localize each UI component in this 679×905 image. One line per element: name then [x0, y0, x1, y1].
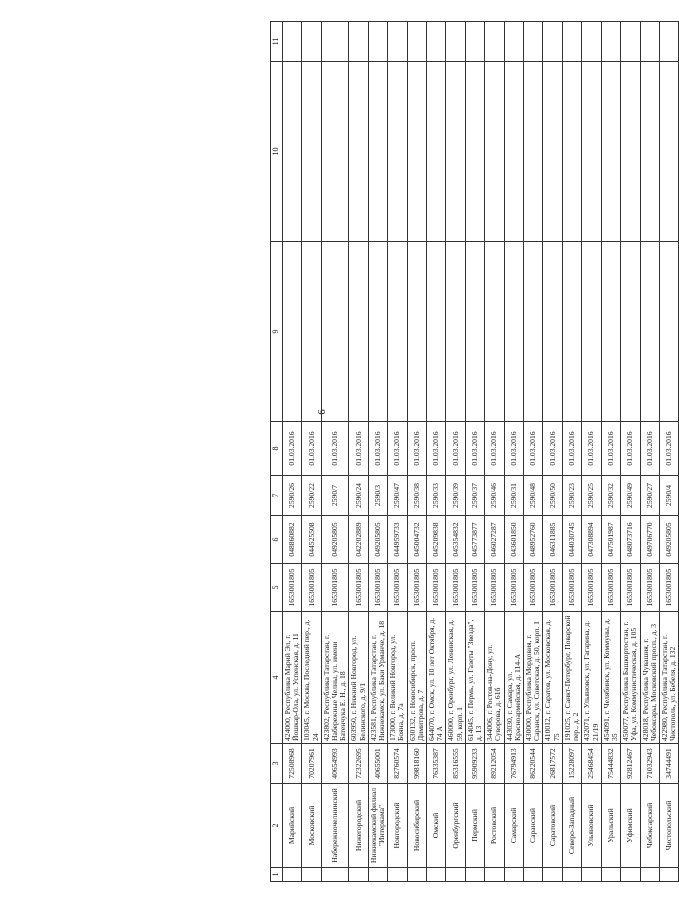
column-11-cell — [504, 22, 523, 62]
branch-name-cell: Саратовский — [543, 784, 562, 868]
table-row — [524, 22, 543, 882]
inn-cell: 1653001805 — [388, 564, 407, 612]
table-row — [283, 22, 302, 882]
registration-number-cell: 2590/25 — [582, 476, 601, 516]
address-cell: 443030, г. Самара, ул. Красноармейская, д. 114-А — [504, 612, 523, 744]
inn-cell: 1653001805 — [640, 564, 659, 612]
row-number-cell — [302, 868, 321, 882]
column-11-cell — [621, 22, 640, 62]
column-9-cell — [543, 242, 562, 422]
date-cell: 01.03.2016 — [543, 422, 562, 476]
branch-name-cell: Пермский — [465, 784, 484, 868]
okpo-code-cell: 70207961 — [302, 744, 321, 784]
table-body — [283, 22, 679, 882]
registration-number-cell: 2590/46 — [485, 476, 504, 516]
column-9-cell — [321, 242, 349, 422]
column-11-cell — [446, 22, 465, 62]
row-number-cell — [283, 868, 302, 882]
inn-cell: 1653001805 — [524, 564, 543, 612]
column-11-cell — [582, 22, 601, 62]
date-cell: 01.03.2016 — [465, 422, 484, 476]
date-cell: 01.03.2016 — [321, 422, 349, 476]
registration-number-cell: 2590/32 — [601, 476, 620, 516]
column-10-cell — [621, 62, 640, 242]
bik-cell: 043601850 — [504, 516, 523, 564]
column-9-cell — [368, 242, 387, 422]
table-row — [465, 22, 484, 882]
branch-name-cell: Московский — [302, 784, 321, 868]
branch-name-cell: Ростовский — [485, 784, 504, 868]
date-cell: 01.03.2016 — [640, 422, 659, 476]
column-number-9: 9 — [271, 242, 283, 422]
address-cell: 410012, г. Саратов, ул. Московская, д. 75 — [543, 612, 562, 744]
inn-cell: 1653001805 — [562, 564, 581, 612]
table-row — [407, 22, 426, 882]
bik-cell: 047308894 — [582, 516, 601, 564]
inn-cell: 1653001805 — [504, 564, 523, 612]
date-cell: 01.03.2016 — [582, 422, 601, 476]
bik-cell: 045209838 — [427, 516, 446, 564]
table-row — [659, 22, 678, 882]
registration-number-cell: 2590/27 — [640, 476, 659, 516]
bik-cell: 046027287 — [485, 516, 504, 564]
table-row — [388, 22, 407, 882]
row-number-cell — [485, 868, 504, 882]
bik-cell: 045773877 — [465, 516, 484, 564]
table-row — [621, 22, 640, 882]
row-number-cell — [543, 868, 562, 882]
branch-name-cell: Новосибирский — [407, 784, 426, 868]
bik-cell: 048952760 — [524, 516, 543, 564]
column-number-10: 10 — [271, 62, 283, 242]
address-cell: 423802, Республика Татарстан, г. Набережные Челны, ул. имени Батенчука Е. Н., д. 18 — [321, 612, 349, 744]
address-cell: 432071, г. Ульяновск, ул. Гагарина, д. 21/19 — [582, 612, 601, 744]
address-cell: 424000, Республика Марий Эл, г. Йошкар-Ола, ул. Успенская, д. 11 — [283, 612, 302, 744]
date-cell: 01.03.2016 — [504, 422, 523, 476]
column-10-cell — [349, 62, 368, 242]
branch-name-cell: Омский — [427, 784, 446, 868]
column-11-cell — [427, 22, 446, 62]
branch-name-cell: Нижегородский — [349, 784, 368, 868]
table-row — [582, 22, 601, 882]
row-number-cell — [524, 868, 543, 882]
table-row — [562, 22, 581, 882]
registration-number-cell: 2590/26 — [283, 476, 302, 516]
column-11-cell — [562, 22, 581, 62]
column-10-cell — [582, 62, 601, 242]
column-10-cell — [562, 62, 581, 242]
column-11-cell — [407, 22, 426, 62]
table-row — [543, 22, 562, 882]
registration-number-cell: 2590/23 — [562, 476, 581, 516]
okpo-code-cell: 25468454 — [582, 744, 601, 784]
bik-cell: 048860882 — [283, 516, 302, 564]
date-cell: 01.03.2016 — [601, 422, 620, 476]
bik-cell: 049706770 — [640, 516, 659, 564]
column-9-cell — [407, 242, 426, 422]
column-11-cell — [302, 22, 321, 62]
address-cell: 423581, Республика Татарстан, г. Нижнекамск, ул. Баки Урманче, д. 18 — [368, 612, 387, 744]
date-cell: 01.03.2016 — [407, 422, 426, 476]
row-number-cell — [601, 868, 620, 882]
address-cell: 454091, г. Челябинск, ул. Коммуны, д. 35 — [601, 612, 620, 744]
bik-cell: 044525508 — [302, 516, 321, 564]
bik-cell: 047501987 — [601, 516, 620, 564]
okpo-code-cell: 72322695 — [349, 744, 368, 784]
bik-cell: 048073716 — [621, 516, 640, 564]
inn-cell: 1653001805 — [407, 564, 426, 612]
registration-number-cell: 2590/39 — [446, 476, 465, 516]
date-cell: 01.03.2016 — [388, 422, 407, 476]
branch-name-cell: Самарский — [504, 784, 523, 868]
bik-cell: 046311885 — [543, 516, 562, 564]
column-9-cell — [659, 242, 678, 422]
date-cell: 01.03.2016 — [302, 422, 321, 476]
branch-name-cell: Ульяновский — [582, 784, 601, 868]
row-number-cell — [621, 868, 640, 882]
okpo-code-cell: 76794913 — [504, 744, 523, 784]
inn-cell: 1653001805 — [349, 564, 368, 612]
column-11-cell — [659, 22, 678, 62]
registration-number-cell: 2590/31 — [504, 476, 523, 516]
column-number-8: 8 — [271, 422, 283, 476]
column-10-cell — [640, 62, 659, 242]
column-number-3: 3 — [271, 744, 283, 784]
okpo-code-cell: 26817572 — [543, 744, 562, 784]
table-row — [485, 22, 504, 882]
okpo-code-cell: 72508968 — [283, 744, 302, 784]
date-cell: 01.03.2016 — [485, 422, 504, 476]
bik-cell: 049205805 — [321, 516, 349, 564]
address-cell: 450077, Республика Башкортостан, г. Уфа, ул. Коммунистическая, д. 105 — [621, 612, 640, 744]
branch-name-cell: Новгородский — [388, 784, 407, 868]
registration-number-cell: 2590/33 — [427, 476, 446, 516]
inn-cell: 1653001805 — [368, 564, 387, 612]
column-9-cell — [302, 242, 321, 422]
inn-cell: 1653001805 — [446, 564, 465, 612]
table-row — [349, 22, 368, 882]
okpo-code-cell: 95909233 — [465, 744, 484, 784]
registration-number-cell: 2590/38 — [407, 476, 426, 516]
column-10-cell — [659, 62, 678, 242]
column-11-cell — [465, 22, 484, 62]
bik-cell: 045354832 — [446, 516, 465, 564]
row-number-cell — [562, 868, 581, 882]
branch-name-cell: Марийский — [283, 784, 302, 868]
address-cell: 603950, г. Нижний Новгород, ул. Белинского, д. 9/1 — [349, 612, 368, 744]
okpo-code-cell: 40654993 — [321, 744, 349, 784]
okpo-code-cell: 86220544 — [524, 744, 543, 784]
okpo-code-cell: 99818160 — [407, 744, 426, 784]
column-11-cell — [368, 22, 387, 62]
address-cell: 614045, г. Пермь, ул. Газеты "Звезда", д. 13 — [465, 612, 484, 744]
row-number-cell — [427, 868, 446, 882]
bik-cell: 049205805 — [659, 516, 678, 564]
inn-cell: 1653001805 — [621, 564, 640, 612]
column-10-cell — [446, 62, 465, 242]
column-11-cell — [543, 22, 562, 62]
date-cell: 01.03.2016 — [283, 422, 302, 476]
address-cell: 630132, г. Новосибирск, просп. Димитрова, д. 7 — [407, 612, 426, 744]
date-cell: 01.03.2016 — [368, 422, 387, 476]
registration-number-cell: 2590/47 — [388, 476, 407, 516]
registry-table — [270, 21, 679, 882]
table-row — [601, 22, 620, 882]
okpo-code-cell: 40655001 — [368, 744, 387, 784]
row-number-cell — [640, 868, 659, 882]
table-row — [427, 22, 446, 882]
bik-cell: 042202889 — [349, 516, 368, 564]
inn-cell: 1653001805 — [659, 564, 678, 612]
registration-number-cell: 2590/50 — [543, 476, 562, 516]
registration-number-cell: 2590/4 — [659, 476, 678, 516]
registry-table-sheet — [270, 22, 678, 882]
column-9-cell — [485, 242, 504, 422]
column-11-cell — [349, 22, 368, 62]
branch-name-cell: Уральский — [601, 784, 620, 868]
inn-cell: 1653001805 — [601, 564, 620, 612]
inn-cell: 1653001805 — [283, 564, 302, 612]
column-9-cell — [446, 242, 465, 422]
registration-number-cell: 2590/48 — [524, 476, 543, 516]
date-cell: 01.03.2016 — [524, 422, 543, 476]
okpo-code-cell: 75444832 — [601, 744, 620, 784]
column-number-7: 7 — [271, 476, 283, 516]
table-row — [302, 22, 321, 882]
registration-number-cell: 2590/22 — [302, 476, 321, 516]
okpo-code-cell: 82760574 — [388, 744, 407, 784]
branch-name-cell: Нижнекамский филиал "Интеркама" — [368, 784, 387, 868]
row-number-cell — [659, 868, 678, 882]
okpo-code-cell: 76335387 — [427, 744, 446, 784]
column-10-cell — [504, 62, 523, 242]
inn-cell: 1653001805 — [302, 564, 321, 612]
column-10-cell — [543, 62, 562, 242]
table-row — [446, 22, 465, 882]
row-number-cell — [349, 868, 368, 882]
inn-cell: 1653001805 — [427, 564, 446, 612]
column-11-cell — [388, 22, 407, 62]
column-9-cell — [640, 242, 659, 422]
column-9-cell — [504, 242, 523, 422]
column-10-cell — [407, 62, 426, 242]
inn-cell: 1653001805 — [465, 564, 484, 612]
column-10-cell — [321, 62, 349, 242]
inn-cell: 1653001805 — [582, 564, 601, 612]
registration-number-cell: 2590/49 — [621, 476, 640, 516]
row-number-cell — [368, 868, 387, 882]
okpo-code-cell: 85316555 — [446, 744, 465, 784]
date-cell: 01.03.2016 — [562, 422, 581, 476]
inn-cell: 1653001805 — [485, 564, 504, 612]
table-row — [504, 22, 523, 882]
inn-cell: 1653001805 — [543, 564, 562, 612]
page-number: 6 — [316, 409, 328, 415]
column-11-cell — [321, 22, 349, 62]
column-10-cell — [388, 62, 407, 242]
table-row — [368, 22, 387, 882]
row-number-cell — [465, 868, 484, 882]
date-cell: 01.03.2016 — [446, 422, 465, 476]
table-row — [640, 22, 659, 882]
branch-name-cell: Уфимский — [621, 784, 640, 868]
column-11-cell — [601, 22, 620, 62]
column-9-cell — [283, 242, 302, 422]
bik-cell: 044959733 — [388, 516, 407, 564]
column-10-cell — [427, 62, 446, 242]
branch-name-cell: Набережночелнинский — [321, 784, 349, 868]
address-cell: 173000, г. Великий Новгород, ул. Бояна, д. 7а — [388, 612, 407, 744]
okpo-code-cell: 34744491 — [659, 744, 678, 784]
branch-name-cell: Чебоксарский — [640, 784, 659, 868]
okpo-code-cell: 15228097 — [562, 744, 581, 784]
row-number-cell — [407, 868, 426, 882]
row-number-cell — [582, 868, 601, 882]
column-11-cell — [283, 22, 302, 62]
bik-cell: 045004732 — [407, 516, 426, 564]
date-cell: 01.03.2016 — [427, 422, 446, 476]
column-10-cell — [283, 62, 302, 242]
inn-cell: 1653001805 — [321, 564, 349, 612]
bik-cell: 049205805 — [368, 516, 387, 564]
table-row — [321, 22, 349, 882]
column-9-cell — [465, 242, 484, 422]
column-10-cell — [601, 62, 620, 242]
column-9-cell — [524, 242, 543, 422]
address-cell: 430000, Республика Мордовия, г. Саранск, ул. Советская, д. 50, корп. 1 — [524, 612, 543, 744]
branch-name-cell: Оренбургский — [446, 784, 465, 868]
column-10-cell — [465, 62, 484, 242]
column-9-cell — [582, 242, 601, 422]
registration-number-cell: 2590/24 — [349, 476, 368, 516]
column-number-6: 6 — [271, 516, 283, 564]
column-9-cell — [621, 242, 640, 422]
okpo-code-cell: 89212054 — [485, 744, 504, 784]
registration-number-cell: 2590/37 — [465, 476, 484, 516]
registration-number-cell: 2590/3 — [368, 476, 387, 516]
address-cell: 103045, г. Москва, Последний пер., д. 24 — [302, 612, 321, 744]
column-number-11: 11 — [271, 22, 283, 62]
row-number-cell — [446, 868, 465, 882]
column-11-cell — [640, 22, 659, 62]
date-cell: 01.03.2016 — [659, 422, 678, 476]
row-number-cell — [321, 868, 349, 882]
address-cell: 460000, г. Оренбург, ул. Ленинская, д. 59, корп. 1 — [446, 612, 465, 744]
okpo-code-cell: 92812467 — [621, 744, 640, 784]
registration-number-cell: 2590/7 — [321, 476, 349, 516]
date-cell: 01.03.2016 — [349, 422, 368, 476]
column-11-cell — [485, 22, 504, 62]
column-10-cell — [368, 62, 387, 242]
row-number-cell — [504, 868, 523, 882]
address-cell: 644070, г. Омск, ул. 10 лет Октября, д. 74 А — [427, 612, 446, 744]
column-11-cell — [524, 22, 543, 62]
address-cell: 191025, г. Санкт-Петербург, Поварской пер., д. 2 — [562, 612, 581, 744]
column-number-1: 1 — [271, 868, 283, 882]
column-number-4: 4 — [271, 612, 283, 744]
okpo-code-cell: 71032943 — [640, 744, 659, 784]
branch-name-cell: Саранский — [524, 784, 543, 868]
column-9-cell — [388, 242, 407, 422]
row-number-cell — [388, 868, 407, 882]
bik-cell: 044030745 — [562, 516, 581, 564]
column-number-5: 5 — [271, 564, 283, 612]
column-9-cell — [427, 242, 446, 422]
address-cell: 422980, Республика Татарстан, г. Чистополь, ул. Бебеля, д. 132 — [659, 612, 678, 744]
column-10-cell — [524, 62, 543, 242]
branch-name-cell: Северо-Западный — [562, 784, 581, 868]
column-10-cell — [485, 62, 504, 242]
column-9-cell — [349, 242, 368, 422]
column-10-cell — [302, 62, 321, 242]
branch-name-cell: Чистопольский — [659, 784, 678, 868]
address-cell: 428018, Республика Чувашия, г. Чебоксары, Московский просп., д. 3 — [640, 612, 659, 744]
column-number-2: 2 — [271, 784, 283, 868]
address-cell: 344006, г. Ростов-на-Дону, ул. Суворова, д. 61б — [485, 612, 504, 744]
column-number-row — [271, 22, 283, 882]
date-cell: 01.03.2016 — [621, 422, 640, 476]
column-9-cell — [601, 242, 620, 422]
column-9-cell — [562, 242, 581, 422]
